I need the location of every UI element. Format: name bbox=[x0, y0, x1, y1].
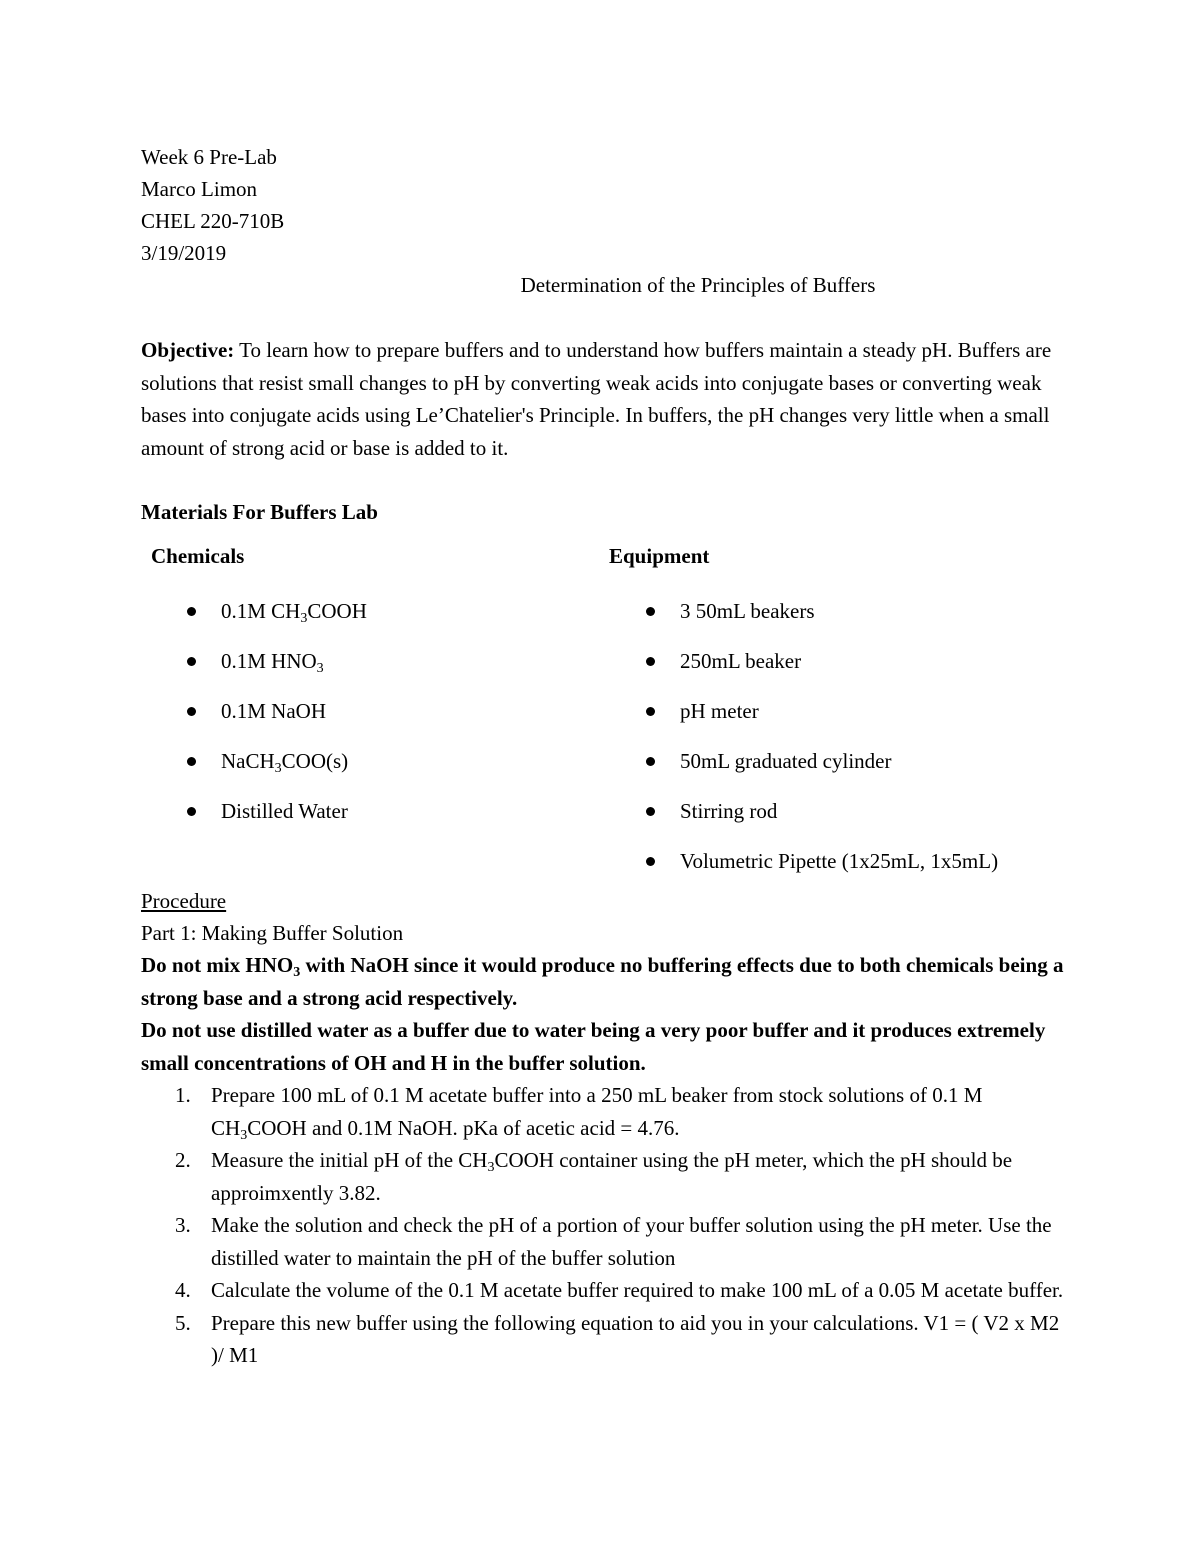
list-item: 5. Prepare this new buffer using the following equation to aid you in your calculations. V1 = ( V2 x M2 )/ M1 bbox=[175, 1310, 1060, 1367]
list-item: 3. Make the solution and check the pH of a portion of your buffer solution using the pH meter. Use the distilled water to maintain the pH of the buffer solution bbox=[175, 1213, 1052, 1270]
chemicals-heading: Chemicals bbox=[151, 544, 245, 568]
list-item: Distilled Water bbox=[187, 798, 367, 848]
equipment-heading: Equipment bbox=[609, 544, 710, 568]
warning-1: Do not mix $HNO_3$ with NaOH since it would produce no buffering effects due to both chemicals being a strong base and a strong acid respectively. bbox=[141, 953, 1064, 1010]
list-item: 4. Calculate the volume of the 0.1 M acetate buffer required to make 100 mL of a 0.05 M acetate buffer. bbox=[175, 1278, 1064, 1302]
header-date: 3/19/2019 bbox=[141, 241, 227, 265]
bullet-icon bbox=[646, 807, 655, 816]
bullet-icon bbox=[187, 657, 196, 666]
bullet-icon bbox=[646, 707, 655, 716]
chemicals-list bbox=[187, 598, 367, 848]
objective-label: Objective: bbox=[141, 338, 235, 362]
list-item: Volumetric Pipette (1x25mL, 1x5mL) bbox=[646, 848, 998, 898]
bullet-icon bbox=[646, 757, 655, 766]
bullet-icon bbox=[646, 857, 655, 866]
part1-heading: Part 1: Making Buffer Solution bbox=[141, 921, 404, 945]
list-item: 0.1M NaOH bbox=[187, 698, 367, 748]
materials-heading: Materials For Buffers Lab bbox=[141, 500, 378, 524]
list-item: 50mL graduated cylinder bbox=[646, 748, 998, 798]
bullet-icon bbox=[187, 607, 196, 616]
header-author: Marco Limon bbox=[141, 177, 258, 201]
list-item: 0.1M $HNO_3$ bbox=[187, 648, 367, 698]
list-item: Stirring rod bbox=[646, 798, 998, 848]
bullet-icon bbox=[187, 707, 196, 716]
warning-2: Do not use distilled water as a buffer due to water being a very poor buffer and it produces extremely small concentrations of OH and H in the buffer solution. bbox=[141, 1018, 1046, 1075]
bullet-icon bbox=[646, 657, 655, 666]
list-item: 2. Measure the initial pH of the $CH_3COOH$ container using the pH meter, which the pH should be approimxently 3.82. bbox=[175, 1148, 1013, 1205]
list-item: NaCH$_3$COO(s) bbox=[187, 748, 367, 798]
list-item: 0.1M $CH_3COOH$ bbox=[187, 598, 367, 648]
objective-paragraph bbox=[141, 334, 1061, 464]
bullet-icon bbox=[187, 807, 196, 816]
procedure-heading: Procedure bbox=[141, 889, 227, 913]
list-item: 3 50mL beakers bbox=[646, 598, 998, 648]
objective-text: To learn how to prepare buffers and to understand how buffers maintain a steady pH. Buffers are solutions that resist small changes to pH by converting weak acids into conjugate bases or converting weak bases into conjugate acids using Le’Chatelier's Principle. In buffers, the pH changes very little when a small amount of strong acid or base is added to it. bbox=[141, 338, 1052, 460]
bullet-icon bbox=[646, 607, 655, 616]
list-item: 250mL beaker bbox=[646, 648, 998, 698]
header-title: Week 6 Pre-Lab bbox=[141, 145, 277, 169]
bullet-icon bbox=[187, 757, 196, 766]
header-course: CHEL 220-710B bbox=[141, 209, 285, 233]
document-title: Determination of the Principles of Buffers bbox=[520, 273, 876, 297]
list-item: pH meter bbox=[646, 698, 998, 748]
procedure-steps bbox=[141, 1079, 1071, 1372]
equipment-list bbox=[646, 598, 998, 898]
list-item: 1. Prepare 100 mL of 0.1 M acetate buffer into a 250 mL beaker from stock solutions of 0.1 M $CH_3COOH$ and 0.1M NaOH. pKa of acetic acid = 4.76. bbox=[175, 1083, 983, 1143]
